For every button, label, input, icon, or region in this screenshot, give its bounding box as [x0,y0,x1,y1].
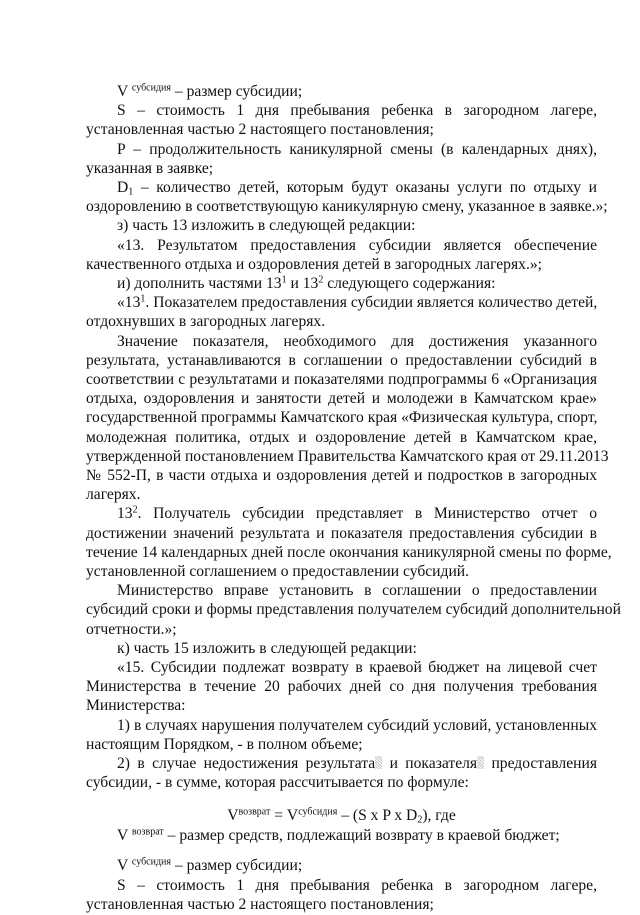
refund-formula: $V^{возврат} = V^{субсидия} - (S$ x P x $D_2$), где [227,806,456,826]
definition-s: S – стоимость 1 дня пребывания ребенка в загородном лагере, [117,102,597,119]
text-line: соответствии с результатами и показателями подпрограммы 6 «Организация [86,371,597,388]
paragraph-13-2: $13^2$. Получатель субсидии представляет в Министерство отчет о [117,504,597,522]
text-line: Министерства в течение 20 рабочих дней со дня получения требования [86,678,597,695]
paragraph-13-1: «$13^1$. Показателем предоставления субсидии является количество детей, [117,293,598,311]
amendment-clause-z: з) часть 13 изложить в следующей редакции: [117,217,416,234]
text-line: отдохнувших в загородных лагерях. [86,313,326,330]
indicator-value-paragraph: Значение показателя, необходимого для достижения указанного [117,333,597,350]
text-line: установленной соглашением о предоставлении субсидий. [86,563,470,580]
definition-s-2: S – стоимость 1 дня пребывания ребенка в загородном лагере, [117,877,597,894]
definition-v-subsidy: V $^{субсидия}$ – размер субсидии; [117,82,303,100]
text-line: лагерях. [86,486,141,503]
ministry-paragraph: Министерство вправе установить в соглашении о предоставлении [117,582,597,599]
paragraph-15-item-1: 1) в случаях нарушения получателем субсидий условий, установленных [117,717,597,734]
text-line: установленная частью 2 настоящего постановления; [86,121,434,138]
text-line: субсидии, - в сумме, которая рассчитывается по формуле: [86,774,469,791]
amendment-clause-k: к) часть 15 изложить в следующей редакции: [117,640,417,657]
text-line: субсидий сроки и формы представления получателем субсидий дополнительной [86,601,621,618]
text-line: отдыха, оздоровления и занятости детей и молодежи в Камчатском крае» [86,390,597,407]
paragraph-13: «13. Результатом предоставления субсидии является обеспечение [117,237,597,254]
text-line: государственной программы Камчатского края «Физическая культура, спорт, [86,409,598,426]
text-line: качественного отдыха и оздоровления детей в загородных лагерях.»; [86,256,542,273]
definition-d1: $D_1$ – количество детей, которым будут оказаны услуги по отдыху и [117,179,597,198]
text-line: утвержденной постановлением Правительства Камчатского края от 29.11.2013 [86,448,609,465]
text-line: достижении значений результата и показателя предоставления субсидии в [86,525,597,542]
definition-p: P – продолжительность каникулярной смены (в календарных днях), [117,141,597,158]
text-line: отчетности.»; [86,621,177,638]
text-line: молодежная политика, отдых и оздоровление детей в Камчатском крае, [86,429,597,446]
text-line: № 552-П, в части отдыха и оздоровления детей и подростков в загородных [86,467,597,484]
text-line: указанная в заявке; [86,160,214,177]
text-line: оздоровлению в соответствующую каникулярную смену, указанное в заявке.»; [86,198,608,215]
text-line: Министерства: [86,697,186,714]
text-line: течение 14 календарных дней после окончания каникулярной смены по форме, [86,544,612,561]
paragraph-15: «15. Субсидии подлежат возврату в краевой бюджет на лицевой счет [117,659,597,676]
amendment-clause-i: и) дополнить частями $13^1$ и $13^2$ следующего содержания: [117,274,496,292]
definition-v-subsidy-2: V $^{субсидия}$ – размер субсидии; [117,856,303,874]
paragraph-15-item-2: 2) в случае недостижения результата и показателя предоставления [117,755,597,772]
text-line: настоящим Порядком, - в полном объеме; [86,736,363,753]
text-line: результата, устанавливаются в соглашении о предоставлении субсидий в [86,352,597,369]
definition-v-refund: V $^{возврат}$ – размер средств, подлежащий возврату в краевой бюджет; [117,826,560,844]
text-line: установленная частью 2 настоящего постановления; [86,896,434,913]
